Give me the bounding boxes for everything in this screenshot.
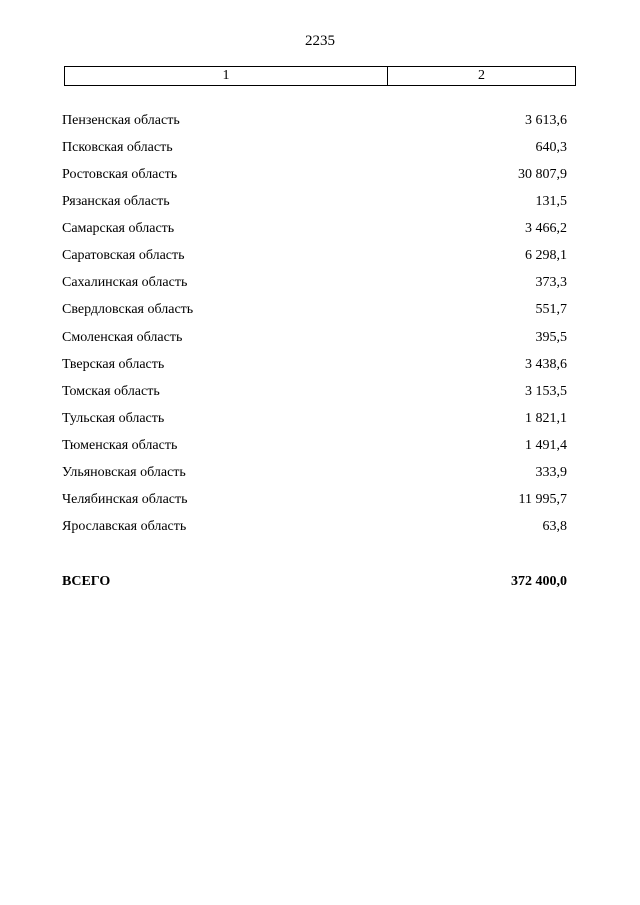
region-name: Челябинская область	[62, 491, 188, 507]
table-row	[0, 246, 640, 266]
header-col-1: 1	[65, 67, 388, 85]
table-row	[0, 463, 640, 483]
region-value: 1 491,4	[525, 437, 567, 453]
region-name: Ярославская область	[62, 519, 187, 535]
region-name: Ростовская область	[62, 167, 178, 183]
region-name: Рязанская область	[62, 194, 170, 210]
table-row	[0, 409, 640, 429]
region-value: 3 613,6	[525, 113, 567, 128]
header-col-2: 2	[478, 68, 485, 83]
region-value: 131,5	[535, 194, 567, 210]
region-value: 1 821,1	[525, 410, 567, 426]
region-name: Томская область	[62, 383, 160, 399]
region-name: Пензенская область	[62, 113, 180, 128]
table-row	[0, 165, 640, 185]
region-value: 3 153,5	[525, 383, 567, 399]
region-value: 640,3	[535, 140, 567, 156]
table-row	[0, 219, 640, 239]
region-value: 3 466,2	[525, 221, 567, 237]
region-name: Псковская область	[62, 140, 173, 156]
region-name: Тюменская область	[62, 437, 178, 453]
region-name: Сахалинская область	[62, 275, 188, 291]
table-row	[0, 490, 640, 510]
table-row	[0, 382, 640, 402]
table-row	[0, 517, 640, 537]
region-name: Самарская область	[62, 221, 175, 237]
table-row	[0, 355, 640, 375]
region-value: 395,5	[535, 329, 567, 345]
region-value: 3 438,6	[525, 356, 567, 372]
table-row	[0, 192, 640, 212]
total-label: ВСЕГО	[62, 574, 111, 589]
table-row	[0, 273, 640, 293]
total-row	[0, 572, 640, 592]
page-number: 2235	[305, 33, 335, 49]
region-name: Смоленская область	[62, 329, 183, 345]
region-name: Ульяновская область	[62, 464, 186, 480]
table-row	[0, 328, 640, 348]
region-value: 11 995,7	[518, 491, 567, 507]
region-name: Тверская область	[62, 356, 165, 372]
region-name: Саратовская область	[62, 248, 185, 264]
region-name: Свердловская область	[62, 302, 194, 318]
table-row	[0, 436, 640, 456]
region-name: Тульская область	[62, 410, 165, 426]
table-header	[64, 66, 576, 86]
region-value: 30 807,9	[518, 167, 567, 183]
region-value: 63,8	[542, 519, 567, 535]
region-value: 333,9	[535, 464, 567, 480]
table-row	[0, 300, 640, 320]
table-row	[0, 138, 640, 158]
region-value: 373,3	[535, 275, 567, 291]
total-value: 372 400,0	[511, 574, 567, 589]
region-value: 6 298,1	[525, 248, 567, 264]
table-row	[0, 111, 640, 131]
region-value: 551,7	[535, 302, 567, 318]
